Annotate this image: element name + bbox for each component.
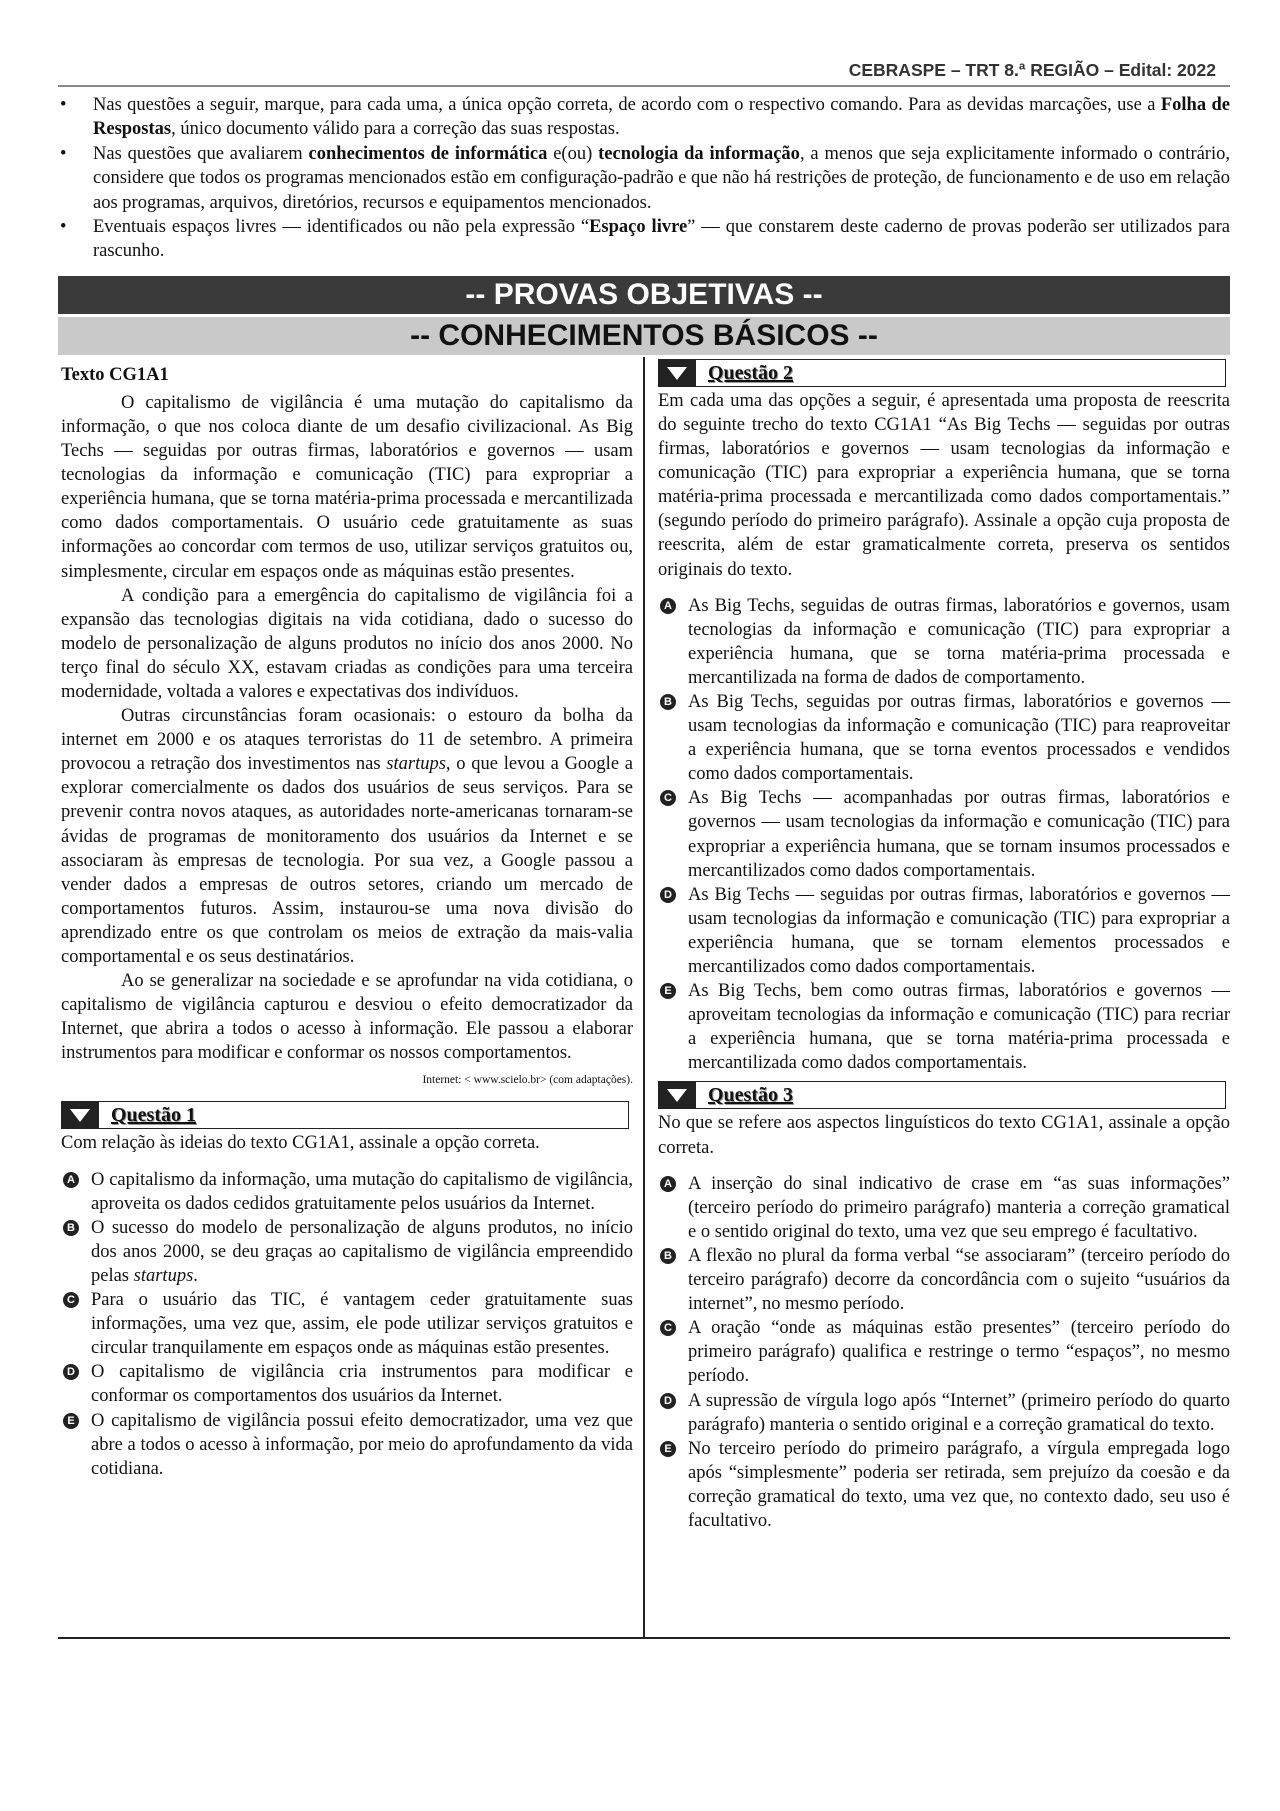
arrow-down-icon [61,1101,99,1129]
option-b[interactable]: B O sucesso do modelo de personalização de alguns produtos, no início dos anos 2000, se deu graças ao capitalismo de vigilância empreendido pelas startups. [61,1216,633,1288]
instruction-item: • Nas questões que avaliarem conhecimentos de informática e(ou) tecnologia da informação, a menos que seja explicitamente informado o contrário, considere que todos os programas mencionados estão em configuração-padrão e que não há restrições de proteção, de funcionamento e de uso em relação aos programas, arquivos, diretórios, recursos e equipamentos mencionados. [58,142,1230,215]
text-source: Internet: < www.scielo.br> (com adaptações). [422,1074,633,1087]
section-banner: -- CONHECIMENTOS BÁSICOS -- [58,317,1230,355]
option-b[interactable]: B A flexão no plural da forma verbal “se associaram” (terceiro período do terceiro parágrafo) decorre da concordância com o sujeito “usuários da internet”, no mesmo período. [658,1244,1230,1316]
option-letter-icon: D [660,1393,676,1409]
main-banner: -- PROVAS OBJETIVAS -- [58,276,1230,314]
option-c[interactable]: C As Big Techs — acompanhadas por outras firmas, laboratórios e governos — usam tecnologias da informação e comunicação (TIC) para expropriar a experiência humana, que se tornam insumos processados e mercantilizados como dados comportamentais. [658,786,1230,882]
question-3-header [658,1081,1226,1109]
question-label: Questão 3 [708,1084,793,1107]
arrow-down-icon [658,1081,696,1109]
option-letter-icon: E [660,1441,676,1457]
option-d[interactable]: D As Big Techs — seguidas por outras firmas, laboratórios e governos — usam tecnologias da informação e comunicação (TIC) para expropriar a experiência humana, que se tornam elementos processados e mercantilizados como dados comportamentais. [658,883,1230,979]
question-1-header [61,1101,629,1129]
instruction-item: • Eventuais espaços livres — identificados ou não pela expressão “Espaço livre” — que constarem deste caderno de provas poderão ser utilizados para rascunho. [58,215,1230,264]
question-label: Questão 1 [111,1104,196,1127]
option-e[interactable]: E No terceiro período do primeiro parágrafo, a vírgula empregada logo após “simplesmente” poderia ser retirada, sem prejuízo da coesão e da correção gramatical do texto, uma vez que, no contexto dado, seu uso é facultativo. [658,1437,1230,1533]
option-c[interactable]: C Para o usuário das TIC, é vantagem ceder gratuitamente suas informações, uma vez que, assim, ele pode utilizar serviços gratuitos e circular tranquilamente em espaços onde as máquinas estão presentes. [61,1288,633,1360]
question-3-options [658,1172,1230,1533]
option-a[interactable]: A O capitalismo da informação, uma mutação do capitalismo de vigilância, aproveita os dados cedidos gratuitamente pelos usuários da Internet. [61,1168,633,1216]
paragraph: A condição para a emergência do capitalismo de vigilância foi a expansão das tecnologias digitais na vida cotidiana, dado o sucesso do modelo de personalização de alguns produtos no início dos anos 2000. No terço final do século XX, estavam criadas as condições para uma terceira modernidade, voltada a valores e expectativas dos indivíduos. [61,585,633,702]
option-letter-icon: A [660,598,676,614]
instructions-list [58,93,1230,264]
option-letter-icon: D [660,887,676,903]
option-letter-icon: C [660,1320,676,1336]
option-d[interactable]: D A supressão de vírgula logo após “Internet” (primeiro período do quarto parágrafo) manteria o sentido original e a correção gramatical do texto. [658,1389,1230,1437]
instruction-item: • Nas questões a seguir, marque, para cada uma, a única opção correta, de acordo com o respectivo comando. Para as devidas marcações, use a Folha de Respostas, único documento válido para a correção das suas respostas. [58,93,1230,142]
question-1-options [61,1168,633,1481]
option-letter-icon: E [63,1413,79,1429]
option-letter-icon: B [660,694,676,710]
paragraph: Outras circunstâncias foram ocasionais: o estouro da bolha da internet em 2000 e os ataques terroristas do 11 de setembro. A primeira provocou a retração dos investimentos nas startups, o que levou a Google a explorar comercialmente os dados dos usuários de seus serviços. Para se prevenir contra novos ataques, as autoridades norte-americanas tornaram-se ávidas de programas de monitoramento dos usuários da Internet e se associaram às empresas de tecnologia. Por sua vez, a Google passou a vender dados a empresas de outros setores, criando um mercado de comportamentos futuros. Assim, instaurou-se uma nova divisão do aprendizado entre os que controlam os meios de extração da mais-valia comportamental e os seus destinatários. [61,706,633,967]
option-c[interactable]: C A oração “onde as máquinas estão presentes” (terceiro período do primeiro parágrafo) qualifica e restringe o termo “espaços”, no mesmo período. [658,1316,1230,1388]
paragraph: Ao se generalizar na sociedade e se aprofundar na vida cotidiana, o capitalismo de vigilância capturou e desviou o efeito democratizador da Internet, que abrira a todos o acesso à informação. Ele passou a elaborar instrumentos para modificar e conformar os nossos comportamentos. [61,971,633,1064]
option-letter-icon: D [63,1364,79,1380]
question-2-options [658,594,1230,1076]
option-letter-icon: B [63,1220,79,1236]
option-letter-icon: B [660,1248,676,1264]
question-stem: Com relação às ideias do texto CG1A1, assinale a opção correta. [61,1133,540,1154]
option-a[interactable]: A A inserção do sinal indicativo de crase em “as suas informações” (terceiro período do primeiro parágrafo) manteria a correção gramatical e o sentido original do texto, uma vez que seu emprego é facultativo. [658,1172,1230,1244]
question-2-header [658,359,1226,387]
column-divider [643,357,645,1637]
question-label: Questão 2 [708,361,793,384]
option-b[interactable]: B As Big Techs, seguidas por outras firmas, laboratórios e governos — usam tecnologias da informação e comunicação (TIC) para reaproveitar a experiência humana, que se torna eventos processados e vendidos como dados comportamentais. [658,690,1230,786]
option-a[interactable]: A As Big Techs, seguidas de outras firmas, laboratórios e governos, usam tecnologias da informação e comunicação (TIC) para expropriar a experiência humana, que se torna matéria-prima processada e mercantilizada na forma de dados de comportamento. [658,594,1230,690]
question-stem: Em cada uma das opções a seguir, é apresentada uma proposta de reescrita do seguinte trecho do texto CG1A1 “As Big Techs — seguidas por outras firmas, laboratórios e governos — usam tecnologias da informação e comunicação (TIC) para expropriar a experiência humana, que se torna matéria-prima processada e mercantilizada como dados comportamentais.” (segundo período do primeiro parágrafo). Assinale a opção cuja proposta de reescrita, além de estar gramaticalmente correta, preserva os sentidos originais do texto. [658,390,1230,580]
left-column [61,363,633,1481]
text-title: Texto CG1A1 [61,364,169,385]
option-e[interactable]: E As Big Techs, bem como outras firmas, laboratórios e governos — aproveitam tecnologias da informação e comunicação (TIC) para recriar a experiência humana, que se torna matéria-prima processada e mercantilizada como dados comportamentais. [658,979,1230,1075]
two-column-body [58,357,1230,1639]
arrow-down-icon [658,359,696,387]
page-header: CEBRASPE – TRT 8.ª REGIÃO – Edital: 2022 [58,60,1230,87]
right-column [658,359,1230,1533]
option-letter-icon: C [63,1292,79,1308]
option-e[interactable]: E O capitalismo de vigilância possui efeito democratizador, uma vez que abre a todos o acesso à informação, por meio do aprofundamento da vida cotidiana. [61,1409,633,1481]
option-letter-icon: E [660,983,676,999]
option-d[interactable]: D O capitalismo de vigilância cria instrumentos para modificar e conformar os comportamentos dos usuários da Internet. [61,1360,633,1408]
paragraph: O capitalismo de vigilância é uma mutação do capitalismo da informação, o que nos coloca diante de um desafio civilizacional. As Big Techs — seguidas por outras firmas, laboratórios e governos — usam tecnologias da informação e comunicação (TIC) para expropriar a experiência humana, que se torna matéria-prima processada e mercantilizada como dados comportamentais. O usuário cede gratuitamente as suas informações ao concordar com termos de uso, utilizar serviços gratuitos ou, simplesmente, circular em espaços onde as máquinas estão presentes. [61,392,633,582]
exam-page [58,60,1230,1639]
reading-text [61,391,633,1066]
option-letter-icon: A [660,1176,676,1192]
option-letter-icon: C [660,790,676,806]
option-letter-icon: A [63,1172,79,1188]
question-stem: No que se refere aos aspectos linguísticos do texto CG1A1, assinale a opção correta. [658,1113,1230,1158]
